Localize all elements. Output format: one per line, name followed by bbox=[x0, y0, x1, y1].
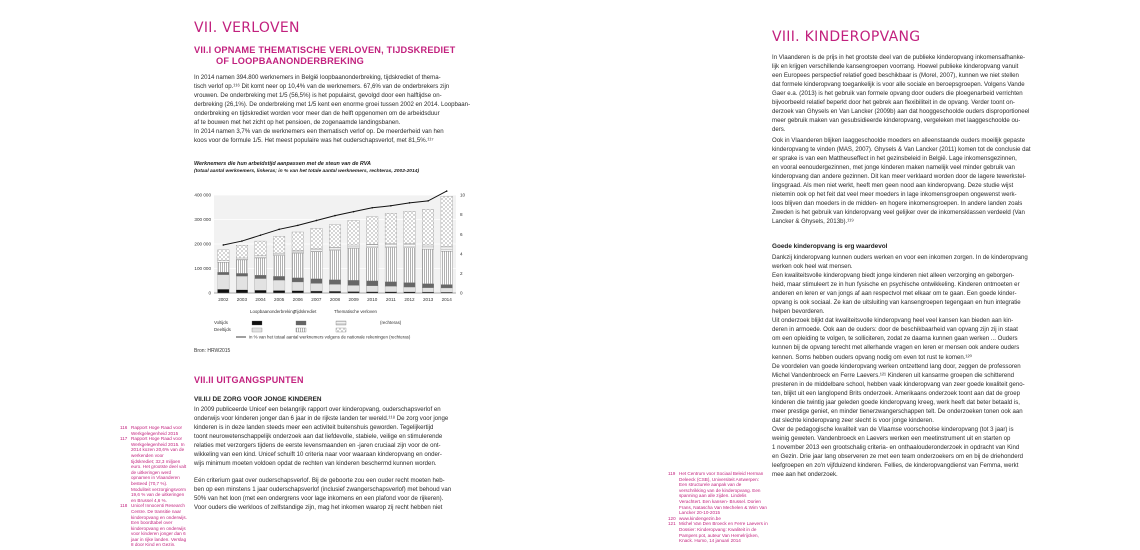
footnote bbox=[668, 521, 768, 543]
x-tick-label: 2012 bbox=[404, 297, 415, 302]
legend-column-label: Thematische verloven bbox=[334, 309, 377, 314]
kinderopvang-intro-line: Gaer e.a. (2013) is het gebruik van formele opvang door ouders die ploegenarbeid verrichten bbox=[772, 90, 1023, 98]
bar-segment bbox=[255, 275, 267, 278]
footnotes-right bbox=[668, 471, 768, 544]
percentage-point bbox=[371, 207, 373, 209]
x-tick-label: 2006 bbox=[292, 297, 303, 302]
y-tick-label: 400 000 bbox=[194, 192, 211, 198]
bar-segment bbox=[292, 253, 304, 278]
bar-segment bbox=[329, 225, 341, 248]
intro-line: onderbreking en tijdskrediet worden voor meer dan de helft opgenomen om de arbeidsduur bbox=[194, 110, 440, 118]
chart-title bbox=[194, 160, 484, 176]
y-tick-label: 0 bbox=[208, 290, 211, 296]
intro-line: tisch verlof op.¹¹⁶ Dit komt neer op 10,4% van de werknemers. 67,6% van de onderbrekers zijn bbox=[194, 83, 450, 91]
bar-segment bbox=[385, 213, 397, 243]
footnote-number: 117 bbox=[120, 436, 128, 442]
y2-tick-label: 0 bbox=[460, 290, 463, 296]
bar-segment bbox=[404, 248, 416, 283]
bar-segment bbox=[311, 249, 323, 252]
y2-tick-label: 8 bbox=[460, 212, 463, 218]
bar-segment bbox=[385, 286, 397, 291]
y2-tick-label: 10 bbox=[460, 192, 466, 198]
footnote bbox=[120, 503, 188, 548]
percentage-point bbox=[241, 240, 243, 242]
goede-kinderopvang-line: werken ook heel wat mensen. bbox=[772, 263, 853, 271]
unicef-line: onderwijs voor kinderen jonger dan 6 jaar in de rijkste landen ter wereld.¹¹⁸ De zorg voor jonge bbox=[194, 415, 449, 423]
legend-line-label: in % van het totaal aantal werknemers volgens de nationale rekeningen (rechteras) bbox=[249, 334, 411, 340]
bar-segment bbox=[348, 220, 360, 245]
bar-segment bbox=[255, 279, 267, 291]
y2-tick-label: 6 bbox=[460, 231, 463, 237]
goede-kinderopvang-line: Dankzij kinderopvang kunnen ouders werken en voor een inkomen zorgen. In de kinderopvang bbox=[772, 254, 1028, 261]
bar-segment bbox=[273, 256, 285, 277]
bar-segment bbox=[292, 232, 304, 251]
y2-tick-label: 4 bbox=[460, 251, 463, 257]
unicef-line: kinderen is in deze landen steeds meer een activiteit buitenshuis geworden. Tegelijkertijd bbox=[194, 424, 434, 432]
bar-segment bbox=[255, 258, 267, 275]
bar-segment bbox=[311, 252, 323, 279]
footnote bbox=[120, 425, 188, 436]
bar-segment bbox=[236, 276, 248, 289]
criterium-line: ben op een minstens 1 jaar ouderschapsverlof (inclusief zwangerschapsverlof) met behoud van bbox=[194, 486, 452, 494]
bar-segment bbox=[441, 251, 453, 284]
bar-segment bbox=[218, 262, 230, 272]
intro-line: In 2014 namen 394.800 werknemers in België loopbaanonderbreking, tijdskrediet of thema- bbox=[194, 74, 441, 81]
mattheuseffect-line: Zweden is het gebruik van kinderopvang veel gelijker over de inkomensklassen verdeeld (Van bbox=[772, 209, 1025, 217]
legend-swatch bbox=[296, 328, 306, 332]
bar-segment bbox=[255, 241, 267, 256]
goede-kinderopvang-line: kunnen bij de opvang terecht met allerhande vragen en leren er mensen ook andere ouders bbox=[772, 344, 1020, 352]
legend-swatch bbox=[252, 328, 262, 332]
unicef-line: relaties met verzorgers tijdens de eerste levensmaanden en -jaren cruciaal zijn voor de ont- bbox=[194, 442, 441, 450]
goede-kinderopvang-line: deren in armoede. Ook aan de ouders: door de beschikbaarheid van opvang zijn zij in staat bbox=[772, 326, 1018, 334]
bar-segment bbox=[422, 245, 434, 249]
unicef-line: wijs minimum moeten voldoen opdat de rechten van kinderen beschermd kunnen worden. bbox=[194, 460, 437, 468]
bar-segment bbox=[329, 280, 341, 285]
paragraph-criterium bbox=[194, 476, 472, 512]
bar-segment bbox=[255, 290, 267, 293]
mattheuseffect-line: lingsgraad. Als men niet werkt, heeft men geen nood aan kinderopvang. Deze studie wijst bbox=[772, 182, 1014, 190]
bar-segment bbox=[329, 284, 341, 291]
goede-kinderopvang-line: weinig geweten. Vandenbroeck en Laevers werken een meetinstrument uit en starten op bbox=[772, 434, 1011, 442]
x-tick-label: 2011 bbox=[385, 297, 396, 302]
legend-swatch bbox=[296, 321, 306, 325]
chart-title-main: Werknemers die hun arbeidstijd aanpassen met de steun van de RVA bbox=[194, 161, 371, 167]
percentage-point bbox=[223, 244, 225, 246]
bar-segment bbox=[273, 236, 285, 253]
kinderopvang-intro-line: In Vlaanderen is de prijs in het grootste deel van de publieke kinderopvang inkomensafhanke- bbox=[772, 54, 1026, 61]
legend-swatch bbox=[336, 321, 346, 325]
bar-segment bbox=[366, 248, 378, 281]
x-tick-label: 2008 bbox=[329, 297, 341, 302]
bar-segment bbox=[366, 217, 378, 244]
goede-kinderopvang-line: en Gezin. Drie jaar lang observeren ze met een team onderzoekers om en bij de driehonderd bbox=[772, 453, 1024, 461]
mattheuseffect-line: Ook in Vlaanderen blijken laaggeschoolde moeders en alleenstaande ouders moeilijk gepaste bbox=[772, 137, 1026, 144]
kinderopvang-intro-line: dat formele kinderopvang toegankelijk is voor alle sociale en beroepsgroepen. Volgens Vande bbox=[772, 81, 1025, 89]
footnote-text: Het Centrum voor Sociaal Beleid Herman Deleeck (CSB), Universiteit Antwerpen: Een structurele aanpak van de verschrikking van de kinderopvang. Een spanning aan alle zijden. Lindelis Verachtert. Een kansen- Brussel. Dorien Frans, Natascha Van Mechelen & Wim Van Lancker 20-10-2015 bbox=[679, 471, 767, 516]
bar-segment bbox=[292, 251, 304, 254]
kinderopvang-intro-line: lijk en krijgen verschillende kansengroepen voorrang. Hoewel publieke kinderopvang vanuit bbox=[772, 63, 1019, 71]
bar-segment bbox=[348, 245, 360, 248]
goede-kinderopvang-line: De voordelen van goede kinderopvang werken ontzettend lang door, zeggen de professoren bbox=[772, 362, 1021, 370]
percentage-point bbox=[297, 225, 299, 227]
x-tick-label: 2002 bbox=[218, 297, 229, 302]
goede-kinderopvang-line: Uit onderzoek blijkt dat kwaliteitsvolle kinderopvang heel veel kansen kan bieden aan kin- bbox=[772, 317, 1014, 325]
goede-kinderopvang-line: heid, maar stimuleert ze in hun fysische en psychische ontwikkeling. Kinderen ontmoeten er bbox=[772, 281, 1020, 289]
bar-segment bbox=[404, 244, 416, 248]
bar-segment bbox=[218, 289, 230, 293]
y-tick-label: 100 000 bbox=[194, 266, 211, 272]
bar-segment bbox=[366, 281, 378, 286]
bar-segment bbox=[218, 261, 230, 263]
footnote-text: Michel Van Den Broeck en Ferre Laevers in Dossier: Kinderopvang: Kwaliteit in de Pampers pot, auteur Van Hemelrijcken, Knack. Humo, 14 januari 2014 bbox=[679, 521, 768, 544]
goede-kinderopvang-line: Een kwaliteitsvolle kinderopvang biedt jonge kinderen niet alleen verzorging en geborgen- bbox=[772, 272, 1015, 280]
bar-segment bbox=[366, 286, 378, 292]
chart-subtitle: (totaal aantal werknemers, linkeras; in % van het totale aantal werknemers, rechteras, 2002-2014) bbox=[194, 169, 420, 174]
chapter-title-right: VIII. KINDEROPVANG bbox=[772, 29, 921, 45]
unicef-line: In 2009 publiceerde Unicef een belangrijk rapport over kinderopvang, ouderschapsverlof en bbox=[194, 406, 441, 413]
section-title-line-2: OF LOOPBAANONDERBREKING bbox=[216, 56, 365, 66]
section-title bbox=[194, 45, 455, 67]
footnote-text: Rapport Hoge Raad voor Werkgelegenheid 2015. In 2014 kozen 20,6% van de werkenden voor tijdskrediet; 32,3 miljoen euro. Het grootste deel valt de uitkeringen werd opnamen in Vlaanderen besteed (70,7 %). Moduliteit verzorgingsvorm 19,6 % van de uitkeringen en Brussel 4,6 %. bbox=[131, 436, 187, 503]
chapter-title: VII. VERLOVEN bbox=[194, 20, 300, 36]
bar-segment bbox=[385, 244, 397, 248]
section-title-2: VII.II UITGANGSPUNTEN bbox=[194, 375, 304, 385]
y-tick-label: 200 000 bbox=[194, 241, 211, 247]
legend-rechteras-label: (rechteras) bbox=[380, 320, 402, 325]
bar-segment bbox=[218, 275, 230, 290]
bar-segment bbox=[255, 256, 267, 258]
unicef-line: wikkeling van een kind. Unicef schuift 10 criteria naar voor waaraan kinderopvang en onder- bbox=[194, 451, 442, 459]
percentage-point bbox=[427, 200, 429, 202]
bar-segment bbox=[236, 260, 248, 273]
bar-segment bbox=[441, 285, 453, 288]
criterium-line: Eén criterium gaat over ouderschapsverlof. Bij de geboorte zou een ouder recht moeten heb- bbox=[194, 477, 445, 484]
bar-segment bbox=[311, 291, 323, 293]
bar-segment bbox=[273, 291, 285, 293]
bar-segment bbox=[348, 248, 360, 280]
percentage-point bbox=[334, 215, 336, 217]
x-tick-label: 2005 bbox=[274, 297, 285, 302]
bar-segment bbox=[441, 288, 453, 292]
bar-segment bbox=[441, 196, 453, 246]
x-tick-label: 2014 bbox=[441, 297, 452, 302]
chart-source: Bron: HRW2015 bbox=[194, 348, 231, 354]
x-tick-label: 2009 bbox=[348, 297, 359, 302]
bar-segment bbox=[311, 279, 323, 283]
bar-segment bbox=[404, 283, 416, 287]
footnote-text: www.kindengezin.be bbox=[679, 515, 721, 521]
goede-kinderopvang-line: mee aan het onderzoek. bbox=[772, 471, 838, 479]
goede-kinderopvang-line: opvang is ook sociaal. Ze kan de uitsluiting van kansengroepen tegengaan en hun integratie bbox=[772, 299, 1021, 307]
legend-column-label: Tijdskrediet bbox=[294, 309, 317, 314]
criterium-line: Voor ouders die werkloos of zelfstandige zijn, mag het inkomen waarop zij recht hebben niet bbox=[194, 504, 443, 512]
kinderopvang-intro-line: derzoek van Ghysels en Van Lancker (2009b) aan dat hooggeschoolde ouders disproportioneel bbox=[772, 108, 1030, 116]
goede-kinderopvang-line: leefgroepen en zo'n vijfduizend kinderen. Fellies, de kinderopvangdienst van Femma, werkt bbox=[772, 462, 1019, 470]
bar-segment bbox=[218, 272, 230, 274]
mattheuseffect-line: nietemin ook op het feit dat veel meer moeders in lage inkomensgroepen ongewenst werk- bbox=[772, 191, 1017, 199]
percentage-point bbox=[446, 190, 448, 192]
bar-segment bbox=[236, 258, 248, 260]
bar-segment bbox=[292, 278, 304, 282]
goede-kinderopvang-line: 1 november 2013 een grootschalig criteria- en onthaalouderonderzoek in opdracht van Kind bbox=[772, 443, 1020, 451]
goede-kinderopvang-line: Over de pedagogische kwaliteit van de Vlaamse voorschoolse kinderopvang (tot 3 jaar) is bbox=[772, 425, 1014, 433]
kinderopvang-intro-line: bijvoorbeeld relatief beperkt door het gebrek aan flexibiliteit in de opvang. Verder toont on- bbox=[772, 99, 1015, 107]
footnote-number: 118 bbox=[120, 503, 128, 509]
footnote-text: Rapport Hoge Raad voor Werkgelegenheid 2015 bbox=[131, 425, 183, 436]
footnote bbox=[120, 436, 188, 503]
bar-segment bbox=[422, 284, 434, 288]
x-tick-label: 2004 bbox=[255, 297, 266, 302]
intro-paragraph bbox=[194, 73, 472, 145]
bar-segment bbox=[218, 250, 230, 261]
bar-segment bbox=[292, 282, 304, 291]
bar-segment bbox=[292, 291, 304, 293]
intro-line: In 2014 namen 3,7% van de werknemers een thematisch verlof op. De meerderheid van hen bbox=[194, 128, 444, 136]
percentage-point bbox=[278, 229, 280, 231]
bar-segment bbox=[273, 280, 285, 290]
bar-segment bbox=[385, 282, 397, 287]
footnote-text: Unicef Innocenti Research Centre. De transitie naar kinderopvang en onderwijs. Een boordtabel over kinderopvang en onderwijs voor kinderen jonger dan 6 jaar in rijke landen. Verslag 8 door Kind en Gezin. bbox=[131, 503, 187, 548]
unicef-line: toont neurowetenschappelijk onderzoek aan dat liefdevolle, stabiele, veilige en stimulerende bbox=[194, 433, 443, 441]
bar-segment bbox=[329, 291, 341, 293]
bar-segment bbox=[422, 249, 434, 283]
subheading-goede-kinderopvang: Goede kinderopvang is erg waardevol bbox=[772, 243, 888, 250]
x-tick-label: 2013 bbox=[422, 297, 434, 302]
intro-line: af te bouwen met het zicht op het pensioen, de zogenaamde landingsbanen. bbox=[194, 119, 401, 127]
bar-segment bbox=[273, 276, 285, 280]
goede-kinderopvang-line: ten, blijkt uit een langlopend Brits onderzoek. Amerikaans onderzoek toont aan dat de groep bbox=[772, 389, 1020, 397]
x-tick-label: 2010 bbox=[367, 297, 378, 302]
bar-segment bbox=[441, 247, 453, 252]
goede-kinderopvang-line: kennen. Soms hebben ouders opvang nodig om even tot rust te komen.¹²⁰ bbox=[772, 353, 972, 361]
kinderopvang-intro-line: ders. bbox=[772, 126, 786, 134]
bar-segment bbox=[311, 228, 323, 249]
bar-segment bbox=[422, 209, 434, 245]
mattheuseffect-line: en vooral eenoudergezinnen, met jonge kinderen maken namelijk veel minder gebruik van bbox=[772, 164, 1015, 172]
bar-segment bbox=[348, 285, 360, 291]
y-tick-label: 300 000 bbox=[194, 217, 211, 223]
bar-segment bbox=[329, 250, 341, 279]
bar-segment bbox=[273, 253, 285, 255]
legend-row-label: Voltijds bbox=[214, 320, 228, 325]
kinderopvang-intro-line: een Europees perspectief relatief goed beschikbaar is (Morel, 2007), kunnen we niet stellen bbox=[772, 72, 1019, 80]
mattheuseffect-line: kinderopvang te vinden (MAS, 2007). Ghysels & Van Lancker (2011) komen tot de conclusie dat bbox=[772, 146, 1031, 154]
footnote-number: 121 bbox=[668, 521, 676, 527]
footnote-number: 119 bbox=[668, 471, 676, 476]
goede-kinderopvang-line: om een opleiding te volgen, te solliciteren, zodat ze daarna kunnen gaan werken ... Ouders bbox=[772, 335, 1018, 343]
criterium-line: 50% van het loon (met een ondergrens voor lage inkomens en een plafond voor de rijkeren). bbox=[194, 495, 444, 503]
x-tick-label: 2007 bbox=[311, 297, 322, 302]
percentage-point bbox=[353, 211, 355, 213]
bar-segment bbox=[236, 273, 248, 276]
paragraph-unicef bbox=[194, 405, 472, 468]
bar-segment bbox=[366, 244, 378, 248]
x-tick-label: 2003 bbox=[236, 297, 248, 302]
bar-segment bbox=[422, 288, 434, 292]
legend-swatch bbox=[252, 321, 262, 325]
mattheuseffect-line: loos blijven dan moeders in de midden- en hogere inkomensgroepen. In andere landen zoals bbox=[772, 200, 1023, 208]
intro-line: koos voor de formule 1/5. Het meest populaire was het ouderschapsverlof, met 81,5%.¹¹⁷ bbox=[194, 137, 434, 145]
chart bbox=[184, 185, 484, 345]
bar-segment bbox=[404, 287, 416, 292]
paragraph-mattheuseffect bbox=[772, 136, 1054, 226]
footnote-number: 116 bbox=[120, 425, 128, 430]
footnote-number: 120 bbox=[668, 515, 676, 521]
goede-kinderopvang-line: Michel Vandenbroeck en Ferre Laevers.¹²¹ Kinderen uit kansarme groepen die schitterend bbox=[772, 371, 1015, 379]
goede-kinderopvang-line: anderen en leren er van jongs af aan respectvol met elkaar om te gaan. Een goede kinder- bbox=[772, 290, 1017, 298]
subsection-title: VII.II.I DE ZORG VOOR JONGE KINDEREN bbox=[194, 396, 322, 403]
bar-segment bbox=[236, 290, 248, 293]
legend-column-label: Loopbaanonderbreking bbox=[250, 309, 296, 314]
goede-kinderopvang-line: meer prestige geniet, en minder tienerzwangerschappen telt. De onderzoeken tonen ook aan bbox=[772, 407, 1023, 415]
kinderopvang-intro-line: meer gebruik maken van gesubsidieerde kinderopvang, vergeleken met laaggeschoolde ou- bbox=[772, 117, 1021, 125]
bar-segment bbox=[329, 247, 341, 250]
legend-swatch bbox=[336, 328, 346, 332]
legend-row-label: Deeltijds bbox=[214, 327, 231, 332]
percentage-point bbox=[260, 234, 262, 236]
bar-segment bbox=[311, 283, 323, 291]
mattheuseffect-line: kinderopvang dan andere gezinnen. Dit kan meer verklaard worden door de lagere tewerkstel- bbox=[772, 173, 1027, 181]
right-page bbox=[570, 0, 1140, 550]
bar-segment bbox=[404, 211, 416, 243]
goede-kinderopvang-line: presteren in de middelbare school, hebben vaak kinderopvang van zeer goede kwaliteit geno- bbox=[772, 380, 1025, 388]
goede-kinderopvang-line: dat slechte kinderopvang zeer slecht is voor jonge kinderen. bbox=[772, 416, 934, 424]
mattheuseffect-line: Lancker & Ghysels, 2013b).¹¹⁹ bbox=[772, 218, 854, 226]
goede-kinderopvang-line: helpen bevorderen. bbox=[772, 308, 825, 316]
intro-line: vrouwen. De onderbreking met 1/5 (56,5%) is het populairst, gevolgd door een halftijdse on- bbox=[194, 92, 442, 100]
bar-segment bbox=[236, 245, 248, 258]
y2-tick-label: 2 bbox=[460, 271, 463, 276]
bar-segment bbox=[348, 280, 360, 285]
goede-kinderopvang-line: kinderen die twintig jaar geleden goede kinderopvang kreeg, werk heeft dat beter betaald is, bbox=[772, 398, 1020, 406]
footnotes-left bbox=[120, 425, 188, 548]
intro-line: derbreking (26,1%). De onderbreking met 1/5 kent een enorme groei tussen 2002 en 2014. Loopbaan- bbox=[194, 101, 471, 109]
section-title-line-1: VII.I OPNAME THEMATISCHE VERLOVEN, TIJDSKREDIET bbox=[194, 45, 456, 55]
percentage-point bbox=[316, 220, 318, 222]
bar-segment bbox=[385, 247, 397, 281]
mattheuseffect-line: er sprake is van een Mattheuseffect in het gezinsbeleid in België. Lage inkomensgezinnen, bbox=[772, 155, 1017, 163]
percentage-point bbox=[409, 202, 411, 204]
paragraph-intro-kinderopvang bbox=[772, 53, 1054, 134]
paragraph-goede-kinderopvang bbox=[772, 253, 1054, 479]
percentage-point bbox=[390, 205, 392, 207]
footnote bbox=[668, 471, 768, 516]
